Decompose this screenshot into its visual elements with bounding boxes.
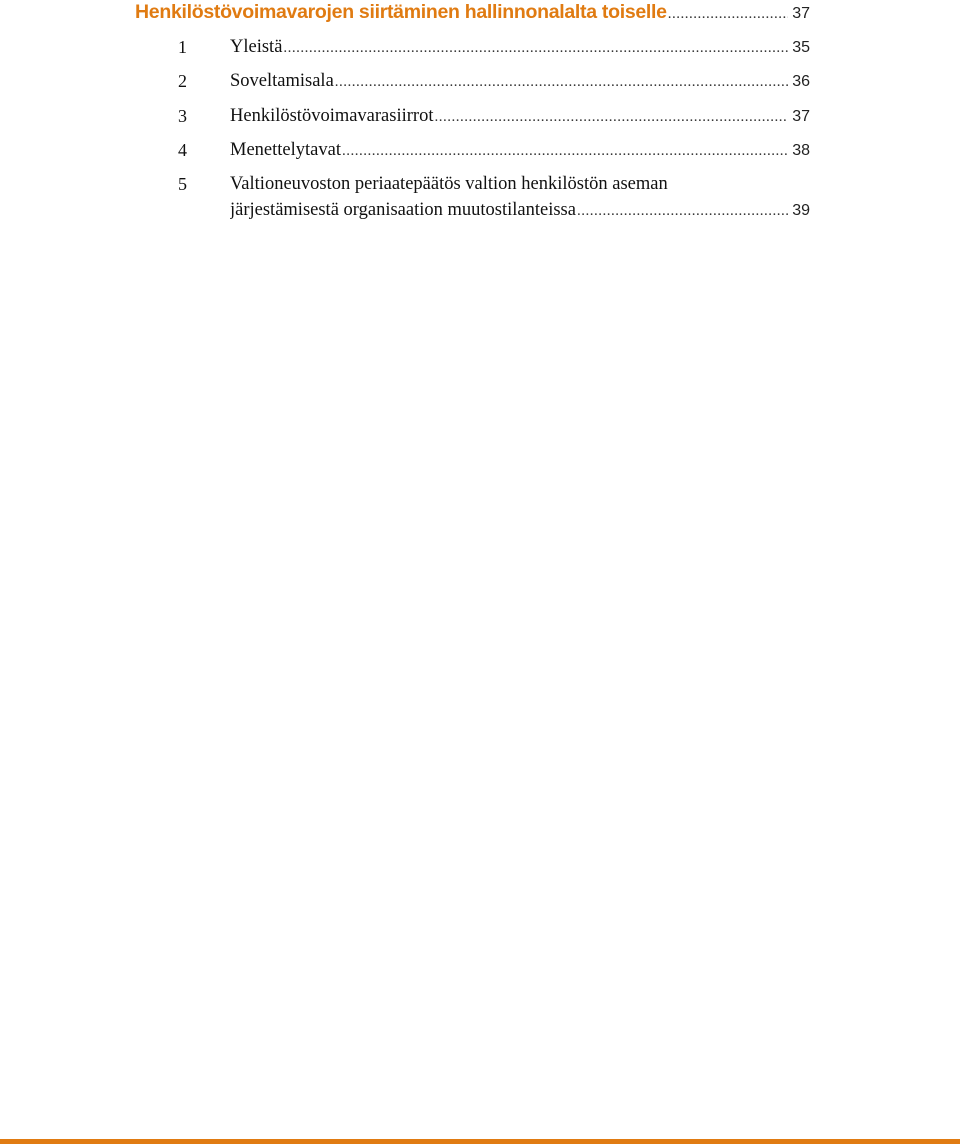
entry-title: Soveltamisala [230,71,334,91]
entry-title: Menettelytavat [230,140,341,160]
entry-title: Yleistä [230,37,283,57]
entry-page-number: 38 [792,142,810,159]
dot-leader [668,6,789,23]
entry-title-line-2: järjestämisestä organisaation muutostilanteissa [230,200,576,220]
entry-number: 5 [178,174,187,194]
section-page-number: 37 [792,5,810,22]
dot-leader [434,109,788,126]
toc-section-heading[interactable] [135,1,810,27]
entry-number: 3 [178,106,187,126]
section-title: Henkilöstövoimavarojen siirtäminen hallinnonalalta toiselle [135,1,667,23]
entry-page-number: 36 [792,73,810,90]
footer-rule [0,1139,960,1144]
dot-leader [342,143,788,160]
dot-leader [335,74,788,91]
entry-title: Henkilöstövoimavarasiirrot [230,106,434,126]
entry-number: 4 [178,140,187,160]
dot-leader [283,40,788,57]
entry-page-number: 39 [792,202,810,219]
entry-number: 1 [178,37,187,57]
entry-page-number: 37 [792,108,810,125]
entry-page-number: 35 [792,39,810,56]
entry-number: 2 [178,71,187,91]
dot-leader [577,203,788,220]
entry-title-line-1: Valtioneuvoston periaatepäätös valtion henkilöstön aseman [230,174,668,194]
